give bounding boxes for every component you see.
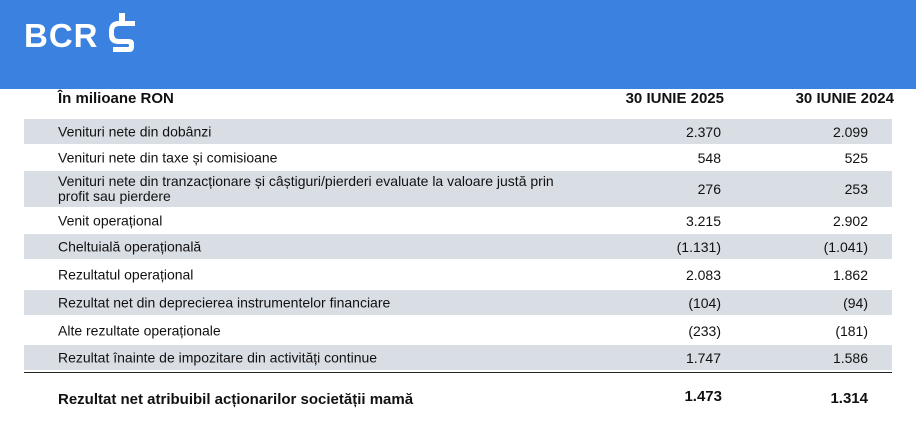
value-2025: (1.131) <box>676 238 721 255</box>
value-2025: (233) <box>688 322 721 339</box>
value-2024: (1.041) <box>823 238 868 255</box>
value-2024: (94) <box>843 294 868 311</box>
value-2025: 1.747 <box>685 349 721 366</box>
value-2025: 548 <box>697 149 721 166</box>
row-label: Venit operațional <box>58 212 163 228</box>
header-bar <box>0 0 916 89</box>
total-row <box>24 384 892 414</box>
table-row <box>24 207 892 233</box>
value-2024: (181) <box>835 322 868 339</box>
total-value-2024: 1.314 <box>830 390 868 407</box>
table-row <box>24 261 892 287</box>
value-2024: 1.862 <box>832 266 868 283</box>
value-2025: 2.370 <box>685 123 721 140</box>
value-2024: 1.586 <box>832 349 868 366</box>
row-label: Venituri nete din tranzacționare și câștiguri/pierderi evaluate la valoare justă prin profit sau pierdere <box>58 173 554 204</box>
value-2024: 253 <box>844 181 868 197</box>
value-2024: 2.902 <box>832 212 868 229</box>
row-label: Alte rezultate operaționale <box>58 322 221 338</box>
row-label: Rezultat net din deprecierea instrumentelor financiare <box>58 294 391 310</box>
value-2025: 2.083 <box>685 266 721 283</box>
value-2025: (104) <box>688 294 721 311</box>
column-header-2024: 30 IUNIE 2024 <box>795 90 894 107</box>
row-label: Venituri nete din dobânzi <box>58 123 212 139</box>
logo-text: BCR <box>24 17 99 54</box>
row-label: Rezultatul operațional <box>58 266 194 282</box>
value-2024: 525 <box>844 149 868 166</box>
table-row <box>24 317 892 343</box>
table-row <box>24 289 892 315</box>
column-header-2025: 30 IUNIE 2025 <box>625 90 724 107</box>
unit-label: În milioane RON <box>58 90 174 107</box>
row-label: Rezultat înainte de impozitare din activități continue <box>58 349 378 365</box>
total-divider <box>24 372 892 373</box>
table-row <box>24 118 892 144</box>
value-2024: 2.099 <box>832 123 868 140</box>
table-row <box>24 344 892 370</box>
row-label: Venituri nete din taxe și comisioane <box>58 149 278 165</box>
value-2025: 3.215 <box>685 212 721 229</box>
total-value-2025: 1.473 <box>684 388 722 405</box>
bcr-logo <box>24 13 135 59</box>
table-row <box>24 144 892 170</box>
row-label: Cheltuială operațională <box>58 238 202 254</box>
total-label: Rezultat net atribuibil acționarilor societății mamă <box>58 391 414 408</box>
table-row <box>24 233 892 259</box>
table-row <box>24 170 892 207</box>
value-2025: 276 <box>697 181 721 197</box>
bcr-s-symbol-icon <box>109 13 135 59</box>
